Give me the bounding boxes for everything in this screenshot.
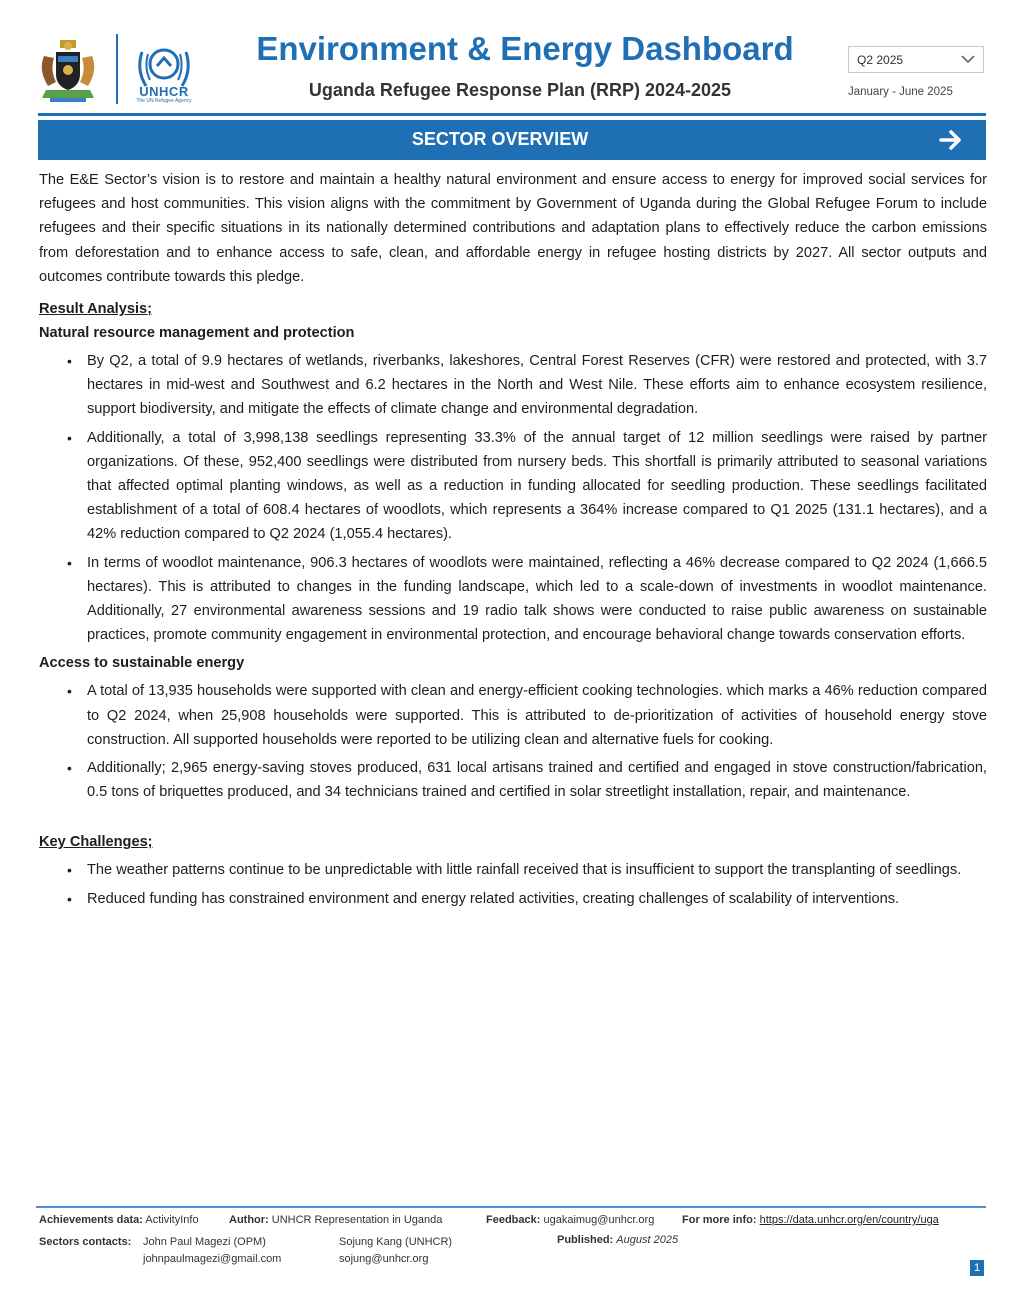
author-value: UNHCR Representation in Uganda	[271, 1214, 443, 1226]
contact-1-name: John Paul Magezi (OPM)	[143, 1236, 266, 1248]
footer-rule	[36, 1206, 986, 1208]
list-item: • Additionally, a total of 3,998,138 seedlings representing 33.3% of the annual target of 12 million seedlings were raised by partner organizations. Of these, 952,400 seedlings were distributed from nursery beds. This shortfall is primarily attributed to seasonal variations that affected optimal planting windows, as well as a reduction in funding allocated for seedling production. These seedlings facilitated establishment of a total of 608.4 hectares of woodlots, which represents a 364% increase compared to Q1 2025 (131.1 hectares), and a 42% reduction compared to Q2 2024 (1,055.4 hectares).	[39, 426, 987, 547]
unhcr-wordmark: UNHCR	[139, 84, 189, 99]
page-title: Environment & Energy Dashboard	[256, 30, 794, 67]
achievements-label: Achievements data:	[39, 1214, 143, 1226]
list-item: • Reduced funding has constrained environment and energy related activities, creating challenges of scalability of interventions.	[39, 887, 987, 911]
energy-list	[39, 679, 987, 804]
feedback-label: Feedback:	[486, 1214, 541, 1226]
list-item: • By Q2, a total of 9.9 hectares of wetlands, riverbanks, lakeshores, Central Forest Reserves (CFR) were restored and protected, with 3.7 hectares in mid-west and Southwest and 6.2 hectares in the North and West Nile. These efforts aim to enhance ecosystem resilience, support biodiversity, and mitigate the effects of climate change and environmental degradation.	[39, 349, 987, 422]
footer-feedback	[486, 1214, 654, 1226]
footer-published	[557, 1234, 678, 1246]
period-range: January - June 2025	[848, 86, 953, 98]
footer-more-info	[682, 1214, 939, 1226]
chevron-down-icon	[961, 54, 975, 64]
list-item: • The weather patterns continue to be unpredictable with little rainfall received that is insufficient to support the transplanting of seedlings.	[39, 858, 987, 882]
challenges-list	[39, 858, 987, 910]
unhcr-tagline: The UN Refugee Agency	[136, 98, 192, 104]
nrm-list	[39, 349, 987, 647]
period-select[interactable]	[848, 46, 984, 73]
uganda-coat-of-arms-icon	[36, 38, 100, 106]
header	[0, 0, 1024, 112]
footer-contacts	[39, 1236, 131, 1248]
contact-1-email[interactable]: johnpaulmagezi@gmail.com	[143, 1253, 282, 1265]
key-challenges-heading: Key Challenges;	[39, 834, 153, 851]
result-analysis-heading: Result Analysis;	[39, 301, 153, 318]
arrow-right-icon[interactable]	[938, 128, 964, 152]
contact-2-name: Sojung Kang (UNHCR)	[339, 1236, 453, 1248]
list-item: • A total of 13,935 households were supported with clean and energy-efficient cooking technologies. which marks a 46% reduction compared to Q2 2024, when 25,908 households were supported. This is attributed to de-prioritization of activities of household energy stove construction. All supported households were reported to be utilizing clean and alternative fuels for cooking.	[39, 679, 987, 752]
period-select-value: Q2 2025	[857, 53, 904, 67]
more-info-link[interactable]: https://data.unhcr.org/en/country/uga	[759, 1214, 939, 1226]
header-rule	[38, 113, 986, 116]
header-divider	[116, 34, 118, 104]
contact-2-email[interactable]: sojung@unhcr.org	[339, 1253, 429, 1265]
nrm-heading: Natural resource management and protection	[39, 325, 355, 342]
energy-heading: Access to sustainable energy	[39, 655, 245, 672]
footer-author	[229, 1214, 442, 1226]
sector-overview-banner[interactable]	[38, 120, 986, 160]
list-item: • In terms of woodlot maintenance, 906.3 hectares of woodlots were maintained, reflecting a 46% decrease compared to Q2 2024 (1,666.5 hectares). This is attributed to changes in the funding landscape, which led to a scale-down of investments in woodlot maintenance. Additionally, 27 environmental awareness sessions and 19 radio talk shows were conducted to raise public awareness on sustainable practices, promote community engagement in environmental protection, and encourage behavioral change towards conservation efforts.	[39, 551, 987, 648]
contacts-label: Sectors contacts:	[39, 1236, 132, 1248]
page-subtitle: Uganda Refugee Response Plan (RRP) 2024-2025	[308, 80, 732, 100]
feedback-email[interactable]: ugakaimug@unhcr.org	[543, 1214, 655, 1226]
page-number: 1	[970, 1260, 984, 1276]
sector-overview-label: SECTOR OVERVIEW	[411, 129, 589, 149]
overview-paragraph: The E&E Sector’s vision is to restore and maintain a healthy natural environment and ensure access to energy for improved social services for refugees and host communities. This vision aligns with the commitment by Government of Uganda during the Global Refugee Forum to include refugees and their specific situations in its nationally determined contributions and adaptation plans to effectively reduce the carbon emissions from deforestation and to enhance access to safe, clean, and affordable energy in refugee hosting districts by 2027. All sector outputs and outcomes contribute towards this pledge.	[39, 172, 987, 285]
main-content	[39, 168, 987, 915]
published-value: August 2025	[616, 1234, 679, 1246]
list-item: • Additionally; 2,965 energy-saving stoves produced, 631 local artisans trained and certified and engaged in stove construction/fabrication, 0.5 tons of briquettes produced, and 34 technicians trained and certified in solar streetlight installation, repair, and maintenance.	[39, 756, 987, 804]
footer-achievements	[39, 1214, 199, 1226]
author-label: Author:	[229, 1214, 269, 1226]
more-info-label: For more info:	[682, 1214, 757, 1226]
achievements-value: ActivityInfo	[145, 1214, 199, 1226]
published-label: Published:	[557, 1234, 614, 1246]
